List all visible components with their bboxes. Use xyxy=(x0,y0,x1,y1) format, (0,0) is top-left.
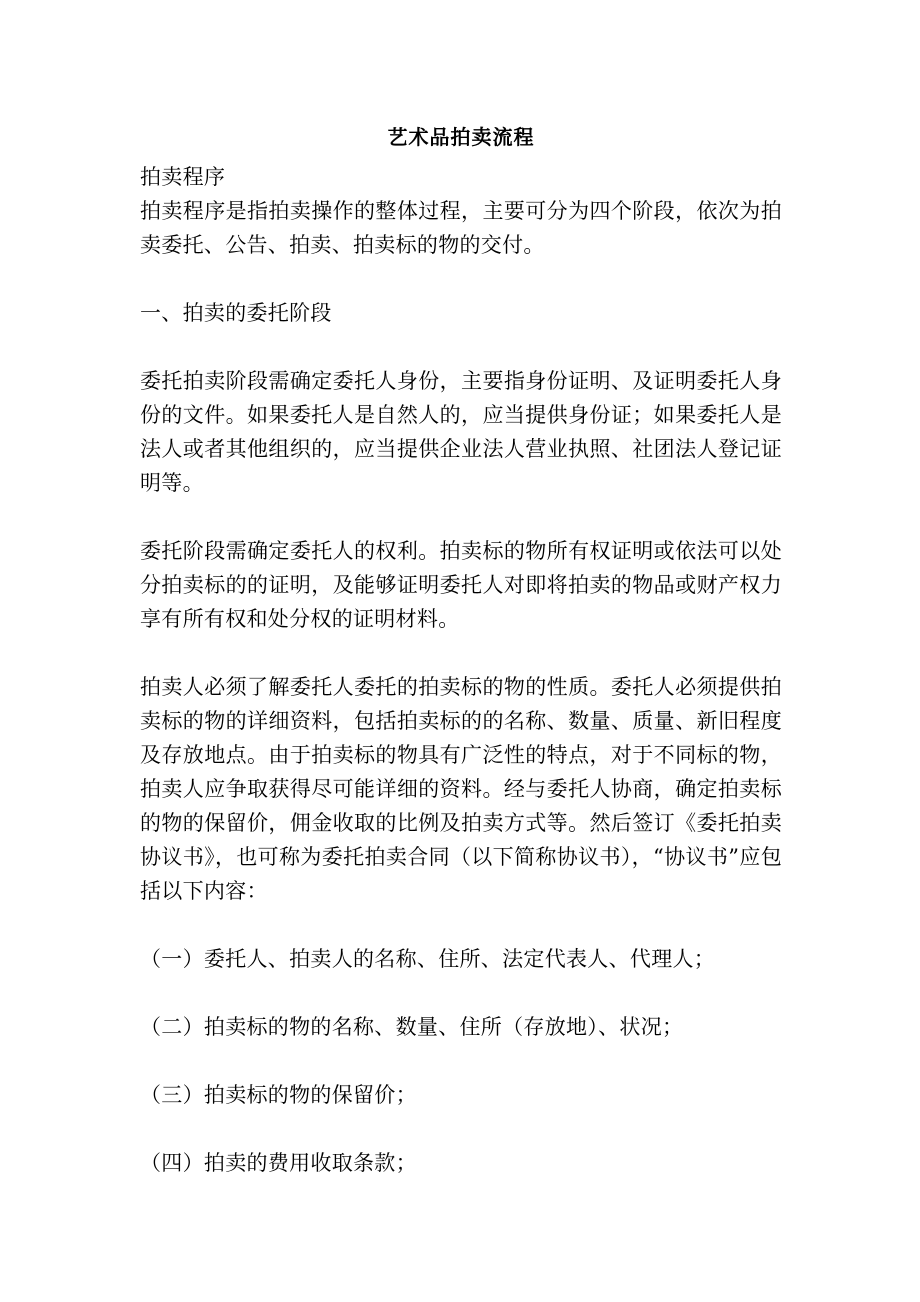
list-item: （三）拍卖标的物的保留价； xyxy=(140,1083,417,1107)
paragraph-nature: 拍卖人必须了解委托人委托的拍卖标的物的性质。委托人必须提供拍卖标的物的详细资料，包括拍卖标的的名称、数量、质量、新旧程度及存放地点。由于拍卖标的物具有广泛性的特点，对于不同标的物，拍卖人应争取获得尽可能详细的资料。经与委托人协商，确定拍卖标的物的保留价，佣金收取的比例及拍卖方式等。然后签订《委托拍卖协议书》，也可称为委托拍卖合同（以下简称协议书），“协议书”应包括以下内容： xyxy=(140,675,782,903)
document-title: 艺术品拍卖流程 xyxy=(387,125,535,149)
document-page xyxy=(140,120,782,1180)
list-item: （一）委托人、拍卖人的名称、住所、法定代表人、代理人； xyxy=(140,947,716,971)
paragraph-identity: 委托拍卖阶段需确定委托人身份，主要指身份证明、及证明委托人身份的文件。如果委托人是自然人的，应当提供身份证；如果委托人是法人或者其他组织的，应当提供企业法人营业执照、社团法人登记证明等。 xyxy=(140,369,782,495)
procedure-heading: 拍卖程序 xyxy=(140,165,226,189)
intro-paragraph: 拍卖程序是指拍卖操作的整体过程，主要可分为四个阶段，依次为拍卖委托、公告、拍卖、拍卖标的物的交付。 xyxy=(140,199,782,257)
paragraph-rights: 委托阶段需确定委托人的权利。拍卖标的物所有权证明或依法可以处分拍卖标的的证明，及能够证明委托人对即将拍卖的物品或财产权力享有所有权和处分权的证明材料。 xyxy=(140,539,782,631)
list-item: （二）拍卖标的物的名称、数量、住所（存放地）、状况； xyxy=(140,1015,684,1039)
section-heading: 一、拍卖的委托阶段 xyxy=(140,301,332,325)
list-item: （四）拍卖的费用收取条款； xyxy=(140,1151,417,1175)
